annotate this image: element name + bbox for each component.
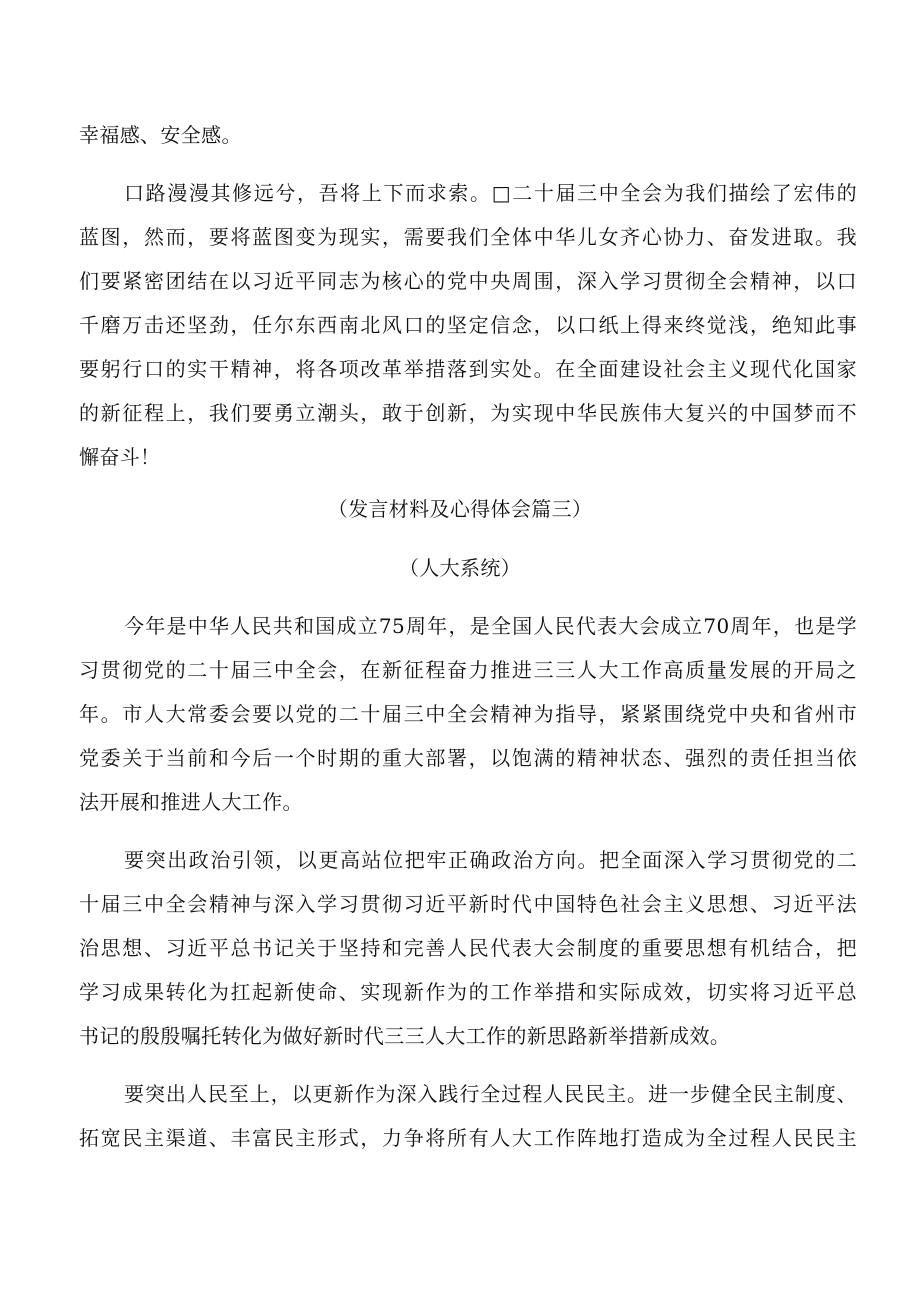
paragraph-line: 懈奋斗！: [79, 445, 161, 469]
paragraph-line: 法开展和推进人大工作。: [79, 790, 303, 814]
paragraph-line: 要躬行口的实干精神，将各项改革举措落到实处。在全面建设社会主义现代化国家: [79, 357, 857, 381]
paragraph-line: 拓宽民主渠道、丰富民主形式，力争将所有人大工作阵地打造成为全过程人民民主: [79, 1126, 857, 1150]
section-heading: （发言材料及心得体会篇三）: [327, 497, 593, 521]
paragraph-line: 们要紧密团结在以习近平同志为核心的党中央周围，深入学习贯彻全会精神，以口: [79, 269, 857, 293]
paragraph-line: 幸福感、安全感。: [79, 123, 242, 147]
paragraph-line: 习贯彻党的二十届三中全会，在新征程奋力推进三三人大工作高质量发展的开局之: [79, 658, 857, 682]
paragraph-line: 年。市人大常委会要以党的二十届三中全会精神为指导，紧紧围绕党中央和省州市: [79, 702, 857, 726]
paragraph-line: 今年是中华人民共和国成立75周年，是全国人民代表大会成立70周年，也是学: [124, 614, 857, 638]
section-subheading: （人大系统）: [398, 556, 522, 580]
paragraph-line: 要突出政治引领，以更高站位把牢正确政治方向。把全面深入学习贯彻党的二: [124, 848, 857, 872]
paragraph-line: 口路漫漫其修远兮，吾将上下而求索。□二十届三中全会为我们描绘了宏伟的: [124, 181, 857, 205]
paragraph-line: 治思想、习近平总书记关于坚持和完善人民代表大会制度的重要思想有机结合，把: [79, 936, 857, 960]
paragraph-line: 千磨万击还坚劲，任尔东西南北风口的坚定信念，以口纸上得来终觉浅，绝知此事: [79, 313, 857, 337]
paragraph-line: 党委关于当前和今后一个时期的重大部署，以饱满的精神状态、强烈的责任担当依: [79, 746, 857, 770]
paragraph-line: 要突出人民至上，以更新作为深入践行全过程人民民主。进一步健全民主制度、: [124, 1082, 857, 1106]
paragraph-line: 十届三中全会精神与深入学习贯彻习近平新时代中国特色社会主义思想、习近平法: [79, 892, 857, 916]
paragraph-line: 学习成果转化为扛起新使命、实现新作为的工作举措和实际成效，切实将习近平总: [79, 980, 857, 1004]
paragraph-line: 的新征程上，我们要勇立潮头，敢于创新，为实现中华民族伟大复兴的中国梦而不: [79, 401, 857, 425]
paragraph-line: 蓝图，然而，要将蓝图变为现实，需要我们全体中华儿女齐心协力、奋发进取。我: [79, 225, 857, 249]
paragraph-line: 书记的殷殷嘱托转化为做好新时代三三人大工作的新思路新举措新成效。: [79, 1024, 731, 1048]
